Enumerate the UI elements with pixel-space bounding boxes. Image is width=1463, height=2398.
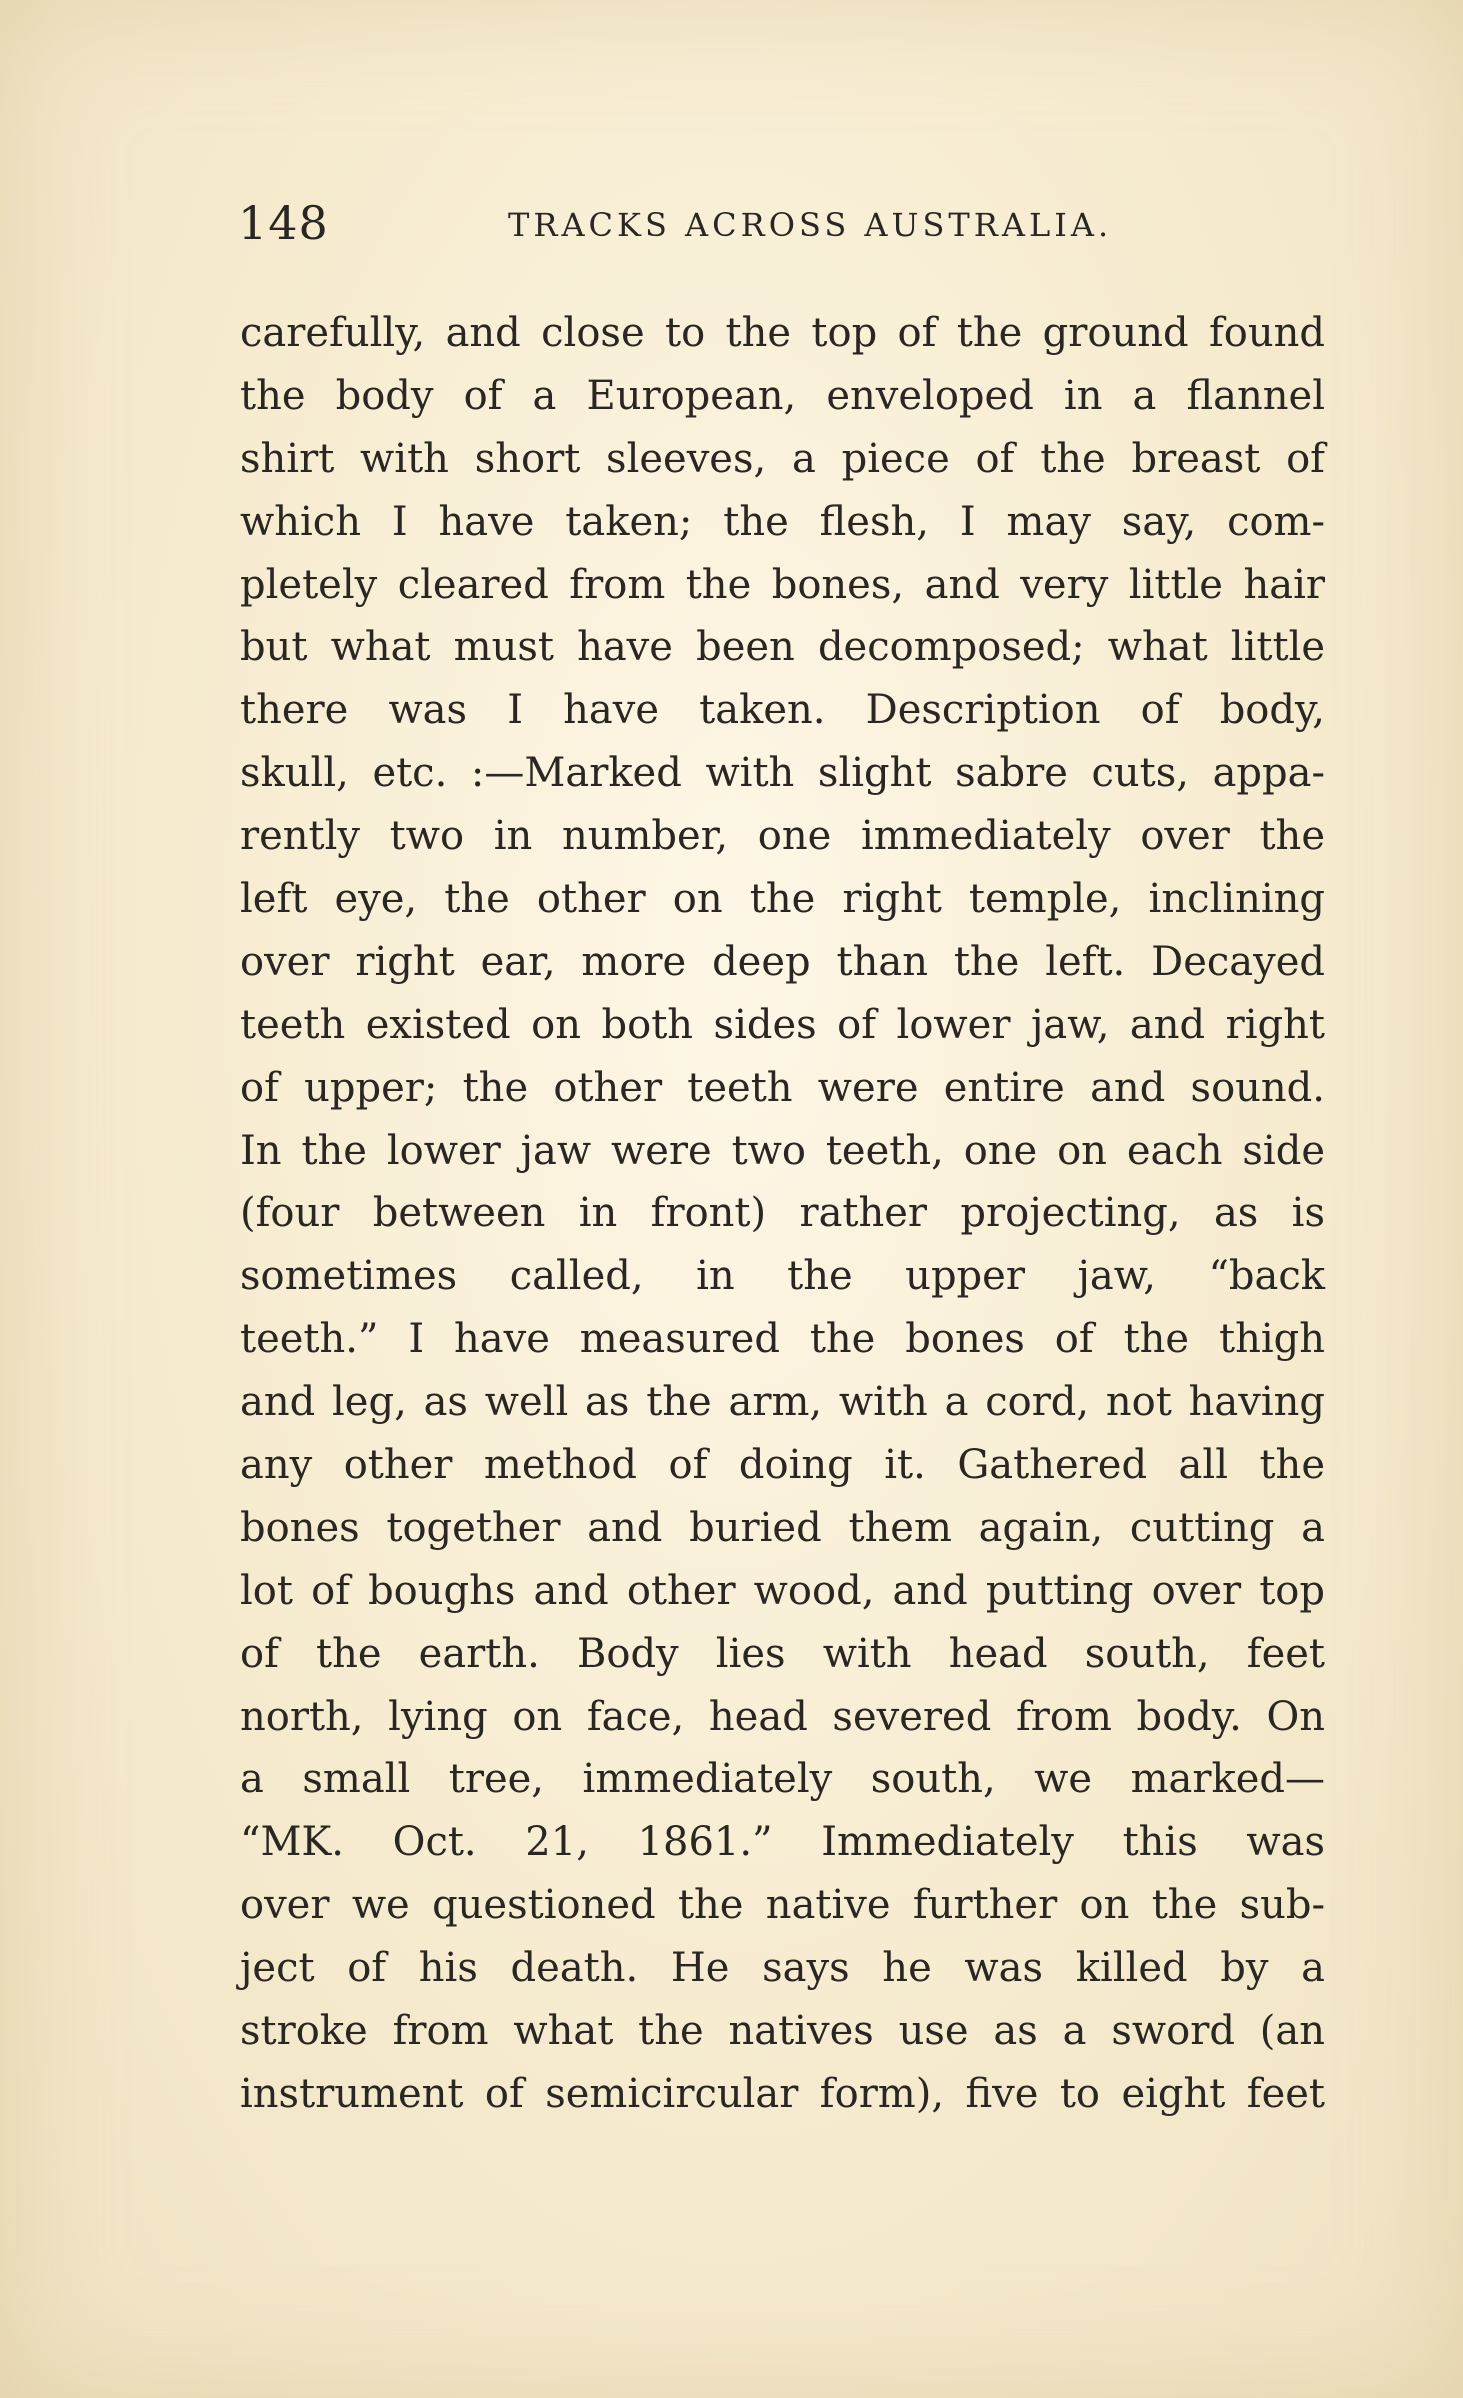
text-line: the body of a European, enveloped in a flannel [240, 372, 1325, 419]
running-title: TRACKS ACROSS AUSTRALIA. [508, 206, 1113, 244]
text-line: north, lying on face, head severed from body. On [240, 1693, 1325, 1740]
text-line: left eye, the other on the right temple, inclining [240, 876, 1325, 923]
text-line: lot of boughs and other wood, and putting over top [240, 1567, 1325, 1614]
text-line: a small tree, immediately south, we marked— [240, 1756, 1325, 1803]
text-line: instrument of semicircular form), five to eight feet [240, 2070, 1325, 2117]
text-line: and leg, as well as the arm, with a cord, not having [240, 1379, 1325, 1426]
text-line: shirt with short sleeves, a piece of the breast of [240, 435, 1325, 482]
text-line: but what must have been decomposed; what little [240, 624, 1325, 671]
text-line: skull, etc. :—Marked with slight sabre cuts, appa- [240, 750, 1325, 797]
text-line: (four between in front) rather projecting, as is [240, 1190, 1325, 1237]
body-text [240, 302, 1325, 2126]
text-line: over right ear, more deep than the left. Decayed [240, 938, 1325, 985]
text-line: over we questioned the native further on the sub- [240, 1882, 1325, 1929]
text-line: teeth.” I have measured the bones of the thigh [240, 1316, 1325, 1363]
text-line: of upper; the other teeth were entire and sound. [240, 1064, 1325, 1111]
text-line: of the earth. Body lies with head south, feet [240, 1630, 1325, 1677]
text-line: stroke from what the natives use as a sword (an [240, 2008, 1325, 2055]
text-line: “MK. Oct. 21, 1861.” Immediately this was [240, 1819, 1325, 1866]
text-line: pletely cleared from the bones, and very little hair [240, 561, 1325, 608]
text-line: sometimes called, in the upper jaw, “back [240, 1253, 1325, 1300]
text-line: In the lower jaw were two teeth, one on each side [240, 1127, 1325, 1174]
page-number: 148 [238, 196, 329, 250]
text-line: teeth existed on both sides of lower jaw, and right [240, 1001, 1325, 1048]
text-line: rently two in number, one immediately over the [240, 813, 1325, 860]
text-line: any other method of doing it. Gathered all the [240, 1442, 1325, 1489]
running-head [238, 196, 1323, 256]
text-line: carefully, and close to the top of the ground found [240, 310, 1325, 356]
text-line: which I have taken; the flesh, I may say, com- [240, 498, 1325, 545]
text-line: bones together and buried them again, cutting a [240, 1504, 1325, 1551]
text-line: ject of his death. He says he was killed by a [240, 1945, 1325, 1992]
text-line: there was I have taken. Description of body, [240, 687, 1325, 734]
